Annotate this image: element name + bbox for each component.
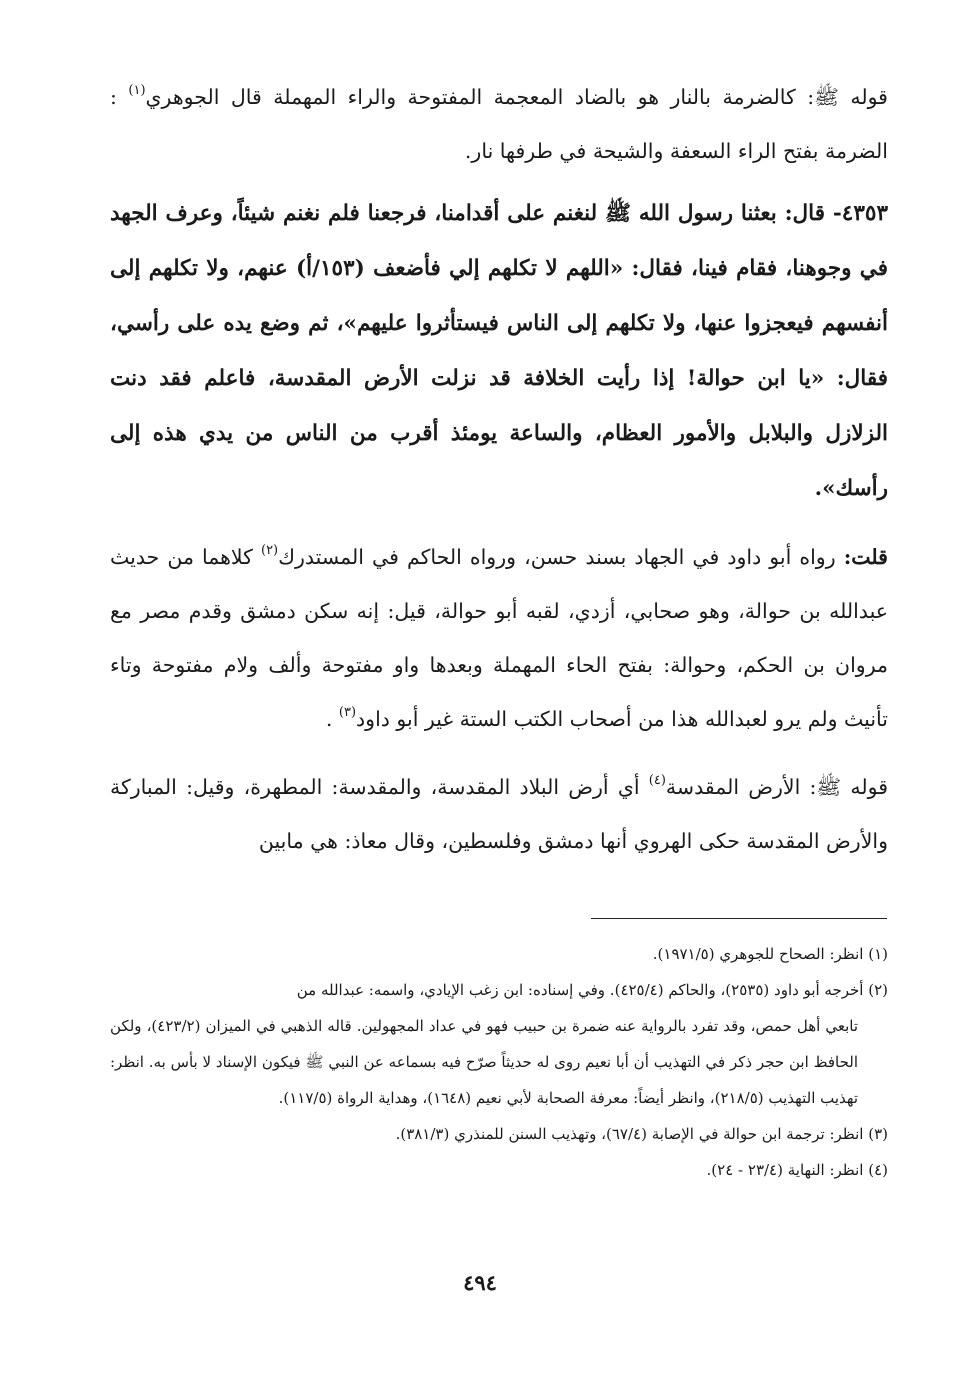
commentary-text-mid: كلاهما من حديث عبدالله بن حوالة، وهو صحابي، أزدي، لقبه أبو حوالة، قيل: إنه سكن دمشق وقدم مصر مع مروان بن الحكم، وحوالة: بفتح الحاء المهملة وبعدها واو مفتوحة وألف ولام مفتوحة وتاء تأنيث ولم يرو لعبدالله هذا من أصحاب الكتب الستة غير أبو داود bbox=[110, 545, 888, 731]
commentary-text: رواه أبو داود في الجهاد بسند حسن، ورواه الحاكم في المستدرك bbox=[278, 545, 836, 569]
main-text bbox=[110, 70, 888, 868]
commentary-text-tail: أي أرض البلاد المقدسة، والمقدسة: المطهرة، وقيل: المباركة والأرض المقدسة حكى الهروي أنها دمشق وفلسطين، وقال معاذ: هي مابين bbox=[110, 775, 888, 853]
qult-label: قلت: bbox=[843, 545, 888, 569]
commentary-text: قوله ﷺ: كالضرمة بالنار هو بالضاد المعجمة المفتوحة والراء المهملة قال الجوهري bbox=[145, 85, 888, 109]
footnote-2-first-line: (٢) أخرجه أبو داود (٢٥٣٥)، والحاكم (٤٢٥/٤). وفي إسناده: ابن زغب الإيادي، واسمه: عبدالله من bbox=[296, 981, 888, 999]
footnote-4: (٤) انظر: النهاية (٢٣/٤ - ٢٤). bbox=[706, 1161, 888, 1179]
footnote-ref-1[interactable]: (١) bbox=[128, 83, 146, 98]
footnote-ref-3[interactable]: (٣) bbox=[338, 705, 357, 720]
footnotes bbox=[110, 936, 888, 1188]
commentary-paragraph-4 bbox=[110, 760, 888, 868]
footnote-ref-4[interactable]: (٤) bbox=[648, 773, 666, 788]
commentary-text-tail: . bbox=[325, 707, 333, 731]
commentary-paragraph-1 bbox=[110, 70, 888, 178]
footnote-2-continuation: تابعي أهل حمص، وقد تفرد بالرواية عنه ضمرة بن حبيب فهو في عداد المجهولين. قاله الذهبي في الميزان (٤٢٣/٢)، ولكن الحافظ ابن حجر ذكر في التهذيب أن أبا نعيم روى له حديثاً صرّح فيه بسماعه عن النبي ﷺ فيكون الإسناد لا بأس به. انظر: تهذيب التهذيب (٢١٨/٥)، وانظر أيضاً: معرفة الصحابة لأبي نعيم (١٦٤٨)، وهداية الرواة (١١٧/٥). bbox=[110, 1017, 858, 1107]
page-number: ٤٩٤ bbox=[463, 1270, 497, 1295]
hadith-4353: ٤٣٥٣- قال: بعثنا رسول الله ﷺ لنغنم على أقدامنا، فرجعنا فلم نغنم شيئاً، وعرف الجهد في وجوهنا، فقام فينا، فقال: «اللهم لا تكلهم إلي فأضعف (١٥٣/أ) عنهم، ولا تكلهم إلى أنفسهم فيعجزوا عنها، ولا تكلهم إلى الناس فيستأثروا عليهم»، ثم وضع يده على رأسي، فقال: «يا ابن حوالة! إذا رأيت الخلافة قد نزلت الأرض المقدسة، فاعلم فقد دنت الزلازل والبلابل والأمور العظام، والساعة يومئذ أقرب من الناس من يدي هذه إلى رأسك». bbox=[110, 201, 888, 501]
commentary-paragraph-qult bbox=[110, 530, 888, 746]
footnote-separator bbox=[591, 918, 887, 919]
footnote-ref-2[interactable]: (٢) bbox=[260, 543, 279, 558]
commentary-text-tail: : الضرمة بفتح الراء السعفة والشيحة في طرفها نار. bbox=[110, 85, 888, 163]
footnote-3: (٣) انظر: ترجمة ابن حوالة في الإصابة (٦٧/٤)، وتهذيب السنن للمنذري (٣٨١/٣). bbox=[395, 1125, 888, 1143]
commentary-text: قوله ﷺ: الأرض المقدسة bbox=[665, 775, 888, 799]
footnote-1: (١) انظر: الصحاح للجوهري (١٩٧١/٥). bbox=[652, 945, 888, 963]
